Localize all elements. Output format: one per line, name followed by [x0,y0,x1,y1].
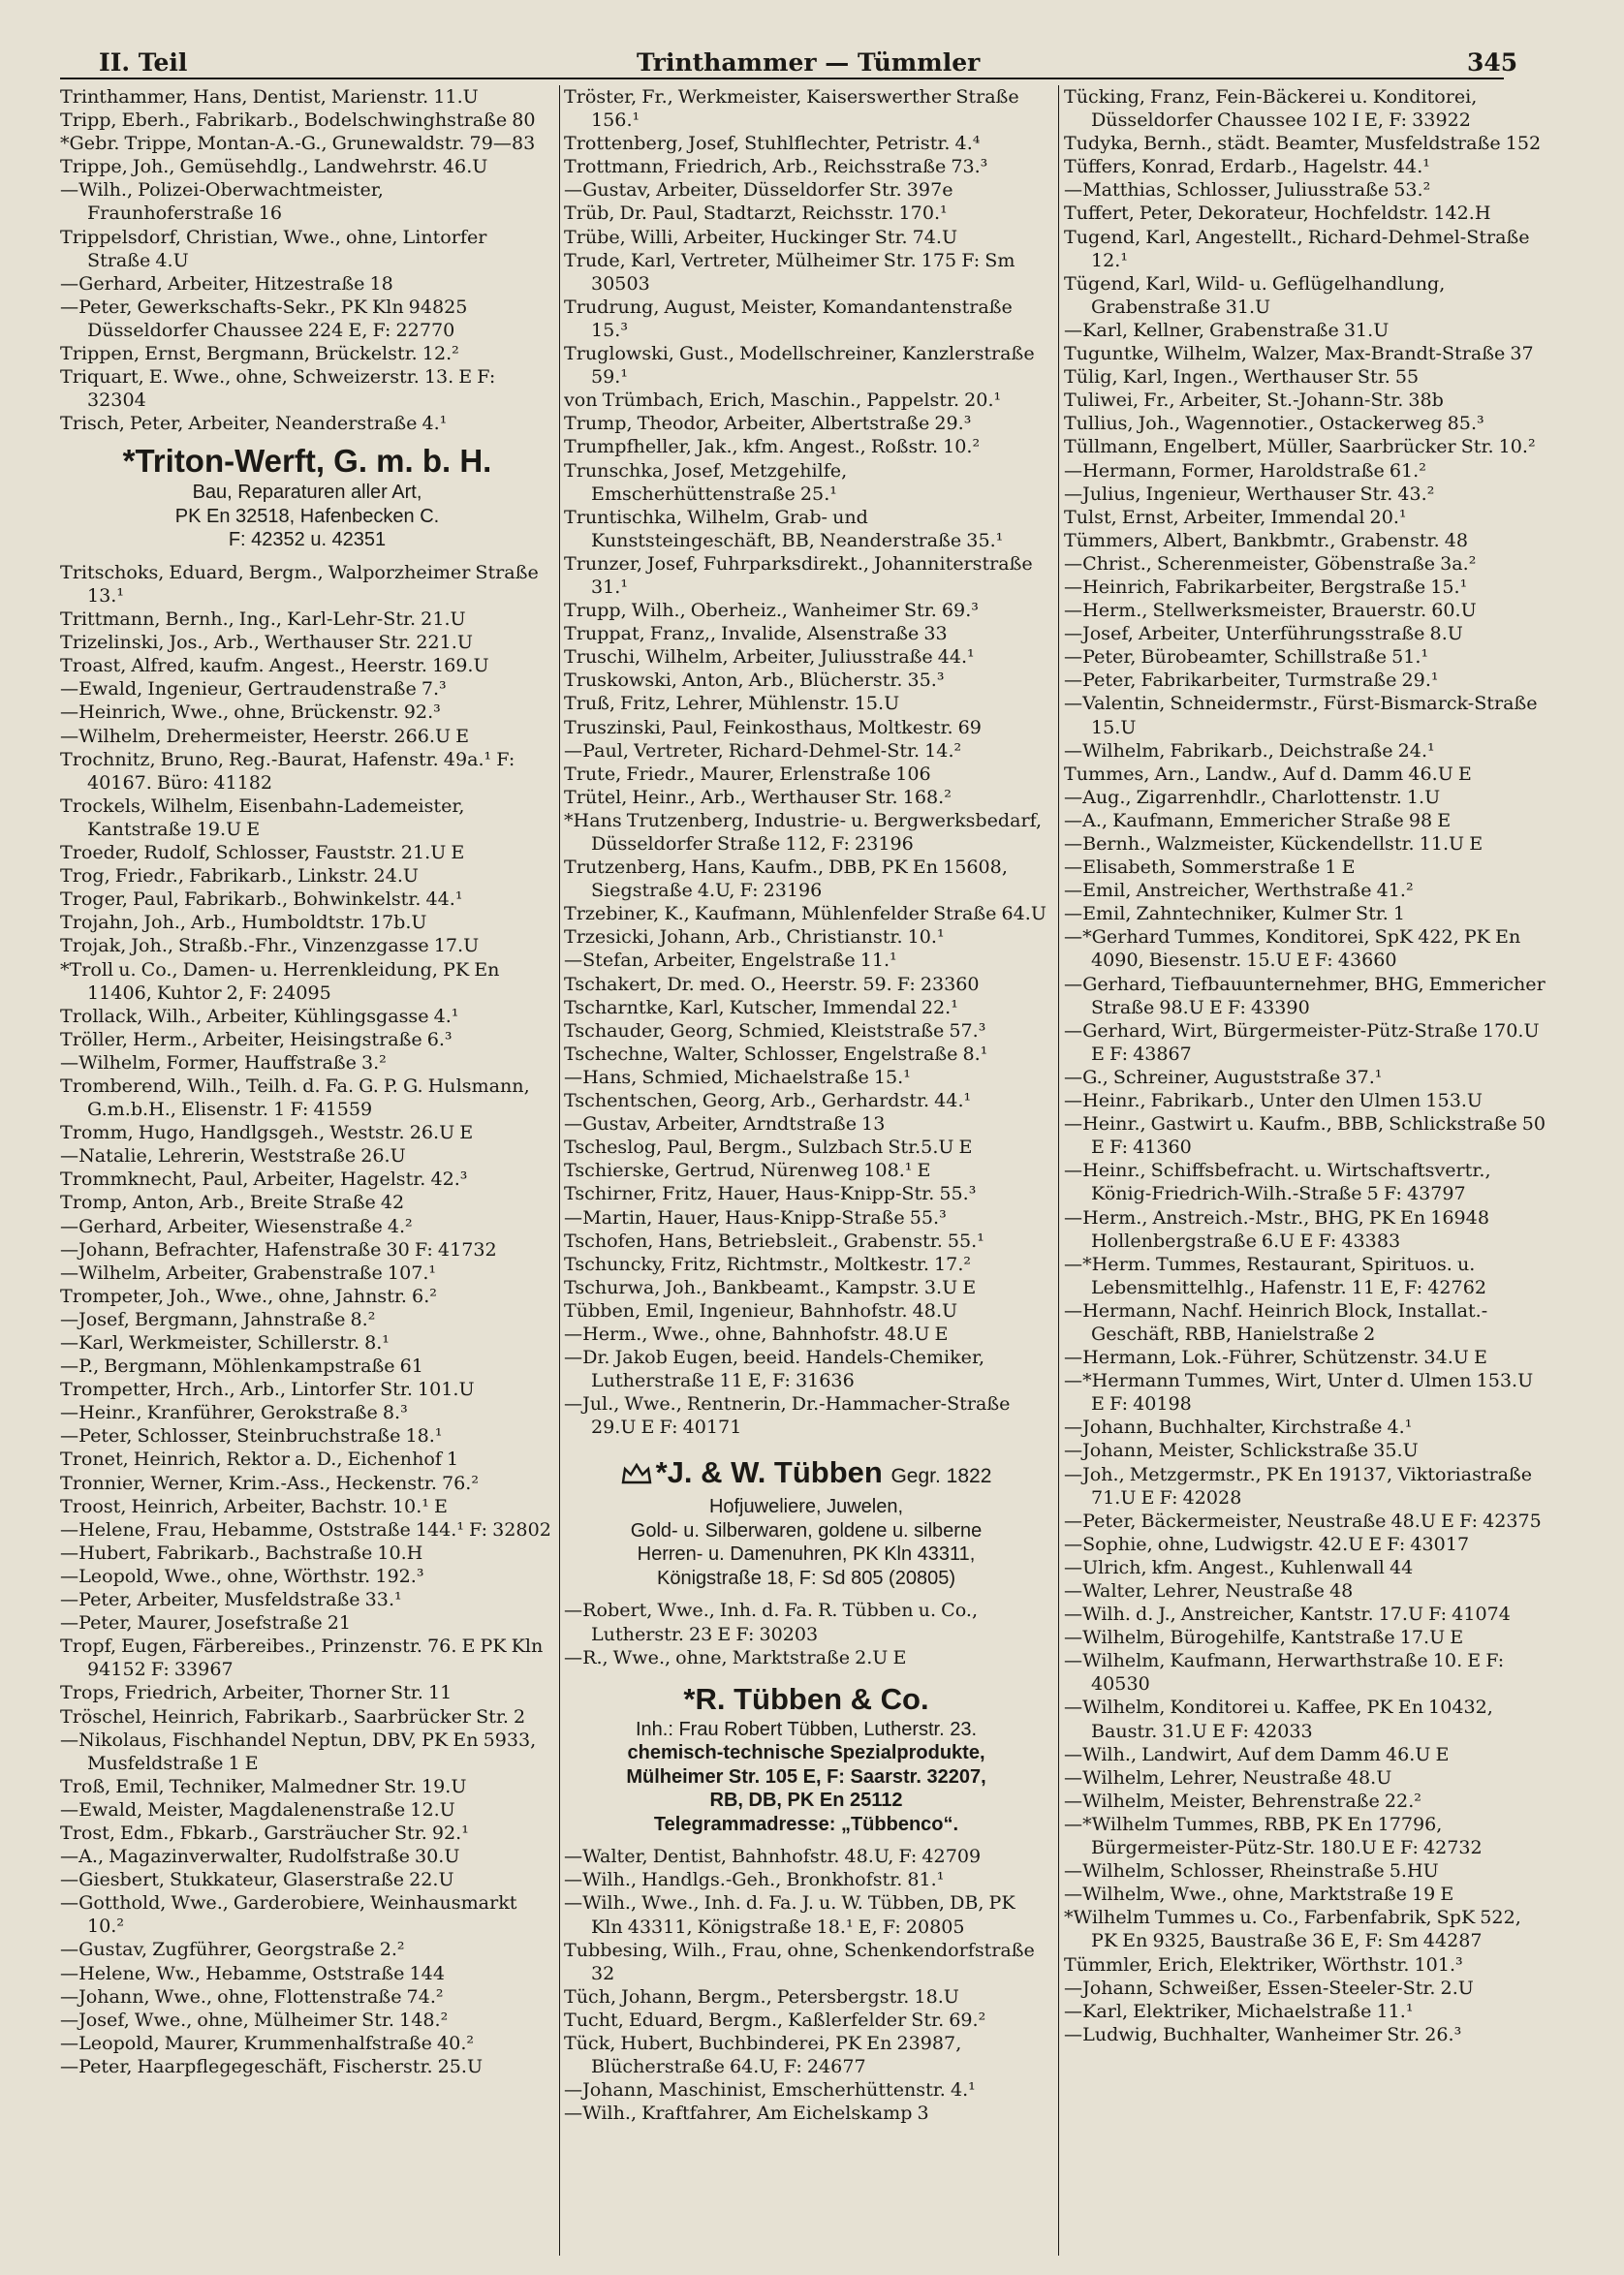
directory-entry: —*Wilhelm Tummes, RBB, PK En 17796, Bürgermeister-Pütz-Str. 180.U E F: 42732 [1064,1812,1483,1859]
ad-line: Gold- u. Silberwaren, goldene u. silberne [630,1519,983,1542]
directory-entry: Trude, Karl, Vertreter, Mülheimer Str. 175 F: Sm 30503 [564,248,1015,295]
directory-entry: Trippelsdorf, Christian, Wwe., ohne, Lintorfer Straße 4.U [60,225,487,271]
directory-entry: Trzesicki, Johann, Arb., Christianstr. 10.¹ [564,925,945,949]
directory-entry: —A., Magazinverwalter, Rudolfstraße 30.U [60,1845,460,1868]
directory-entry: —P., Bergmann, Möhlenkampstraße 61 [60,1355,423,1378]
directory-entry: Truppat, Franz,, Invalide, Alsenstraße 33 [564,622,948,645]
ad-line: F: 42352 u. 42351 [228,529,387,551]
directory-entry: —Bernh., Walzmeister, Kückendellstr. 11.U E [1064,832,1483,855]
directory-entry: Trumpfheller, Jak., kfm. Angest., Roßstr. 10.² [564,435,981,458]
directory-entry: —Peter, Maurer, Josefstraße 21 [60,1611,352,1635]
directory-entry: —A., Kaufmann, Emmericher Straße 98 E [1064,808,1452,831]
directory-entry: Tritschoks, Eduard, Bergm., Walporzheimer Straße 13.¹ [60,560,539,607]
directory-entry: —Peter, Bürobeamter, Schillstraße 51.¹ [1064,645,1429,669]
directory-entry: —Ludwig, Buchhalter, Wanheimer Str. 26.³ [1064,2022,1462,2045]
ad-line: Mülheimer Str. 105 E, F: Saarstr. 32207, [626,1765,986,1788]
entry-list [564,85,1048,1439]
directory-entry: Trump, Theodor, Arbeiter, Albertstraße 29.³ [564,412,972,435]
directory-entry: Tümmers, Albert, Bankbmtr., Grabenstr. 48 [1064,528,1469,551]
directory-entry: —Peter, Haarpflegegeschäft, Fischerstr. 25.U [60,2054,484,2077]
directory-entry: —Ewald, Meister, Magdalenenstraße 12.U [60,1797,455,1821]
directory-entry: —Hubert, Fabrikarb., Bachstraße 10.H [60,1541,423,1564]
directory-entry: Tröller, Herm., Arbeiter, Heisingstraße 6.³ [60,1027,453,1050]
directory-entry: Tummes, Arn., Landw., Auf d. Damm 46.U E [1064,762,1472,785]
directory-entry: —Hans, Schmied, Michaelstraße 15.¹ [564,1065,911,1088]
ad-line: Bau, Reparaturen aller Art, [192,482,422,504]
directory-entry: —Hermann, Former, Haroldstraße 61.² [1064,458,1426,482]
directory-entry: —Johann, Wwe., ohne, Flottenstraße 74.² [60,1984,444,2008]
directory-entry: Tscharntke, Karl, Kutscher, Immendal 22.¹ [564,995,958,1018]
directory-entry: —Wilhelm, Konditorei u. Kaffee, PK En 10432, Baustr. 31.U E F: 42033 [1064,1696,1493,1742]
directory-entry: —Wilhelm, Lehrer, Neustraße 48.U [1064,1765,1392,1789]
directory-entry: —*Gerhard Tummes, Konditorei, SpK 422, PK En 4090, Biesenstr. 15.U E F: 43660 [1064,925,1521,972]
directory-entry: —G., Schreiner, Auguststraße 37.¹ [1064,1065,1383,1088]
directory-entry: Truszinski, Paul, Feinkosthaus, Moltkestr. 69 [564,715,982,738]
directory-entry: —Walter, Dentist, Bahnhofstr. 48.U, F: 42709 [564,1845,982,1868]
column-divider [559,85,560,2256]
directory-entry: —Emil, Anstreicher, Werthstraße 41.² [1064,879,1414,902]
directory-entry: —Wilhelm, Meister, Behrenstraße 22.² [1064,1789,1421,1812]
directory-entry: Troost, Heinrich, Arbeiter, Bachstr. 10.¹ E [60,1494,448,1517]
directory-entry: Troast, Alfred, kaufm. Angest., Heerstr. 169.U [60,654,489,677]
directory-entry: Tümmler, Erich, Elektriker, Wörthstr. 101.³ [1064,1952,1463,1976]
directory-entry: —Hermann, Lok.-Führer, Schützenstr. 34.U E [1064,1346,1487,1369]
ad-line: chemisch-technische Spezialprodukte, [627,1742,985,1764]
directory-entry: —Heinr., Kranführer, Gerokstraße 8.³ [60,1401,408,1424]
directory-entry: Trojak, Joh., Straßb.-Fhr., Vinzenzgasse 17.U [60,934,480,957]
directory-entry: —Josef, Bergmann, Jahnstraße 8.² [60,1307,376,1330]
triton-werft-ad [60,442,554,552]
directory-entry: von Trümbach, Erich, Maschin., Pappelstr. 20.¹ [564,389,1002,412]
page-number: 345 [1467,48,1518,77]
directory-entry: Tulst, Ernst, Arbeiter, Immendal 20.¹ [1064,505,1407,528]
directory-entry: —Gerhard, Tiefbauunternehmer, BHG, Emmericher Straße 98.U E F: 43390 [1064,972,1546,1018]
directory-entry: Triquart, E. Wwe., ohne, Schweizerstr. 13. E F: 32304 [60,365,496,412]
entry-list [60,561,554,2078]
directory-entry: —Gerhard, Wirt, Bürgermeister-Pütz-Straße 170.U E F: 43867 [1064,1018,1540,1065]
directory-entry: Trute, Friedr., Maurer, Erlenstraße 106 [564,762,931,785]
directory-entry: —Josef, Wwe., ohne, Mülheimer Str. 148.² [60,2008,449,2031]
directory-entry: Trunzer, Josef, Fuhrparksdirekt., Johanniterstraße 31.¹ [564,551,1033,598]
directory-entry: —Joh., Metzgermstr., PK En 19137, Viktoriastraße 71.U E F: 42028 [1064,1462,1533,1509]
directory-entry: —Gerhard, Arbeiter, Wiesenstraße 4.² [60,1214,413,1237]
directory-entry: —Peter, Arbeiter, Musfeldstraße 33.¹ [60,1588,402,1611]
directory-entry: Trütel, Heinr., Arb., Werthauser Str. 168.² [564,785,952,808]
directory-entry: Trzebiner, K., Kaufmann, Mühlenfelder Straße 64.U [564,902,1046,925]
directory-entry: —Martin, Hauer, Haus-Knipp-Straße 55.³ [564,1205,947,1229]
section-label: II. Teil [99,48,188,77]
directory-entry: Tübben, Emil, Ingenieur, Bahnhofstr. 48.U [564,1298,958,1322]
directory-entry: —Gerhard, Arbeiter, Hitzestraße 18 [60,271,393,295]
directory-entry: —Robert, Wwe., Inh. d. Fa. R. Tübben u. Co., Lutherstr. 23 E F: 30203 [564,1599,979,1645]
column-3 [1064,85,1548,2260]
directory-entry: Tschurwa, Joh., Bankbeamt., Kampstr. 3.U E [564,1275,977,1298]
directory-entry: —Leopold, Wwe., ohne, Wörthstr. 192.³ [60,1564,424,1587]
directory-entry: Tschirner, Fritz, Hauer, Haus-Knipp-Str. 55.³ [564,1182,977,1205]
directory-entry: —Giesbert, Stukkateur, Glaserstraße 22.U [60,1868,454,1891]
header-rule [60,78,1504,79]
directory-entry: *Wilhelm Tummes u. Co., Farbenfabrik, SpK 522, PK En 9325, Baustraße 36 E, F: Sm 44287 [1064,1906,1521,1952]
directory-entry: Tüch, Johann, Bergm., Petersbergstr. 18.U [564,1984,959,2008]
directory-entry: —Leopold, Maurer, Krummenhalfstraße 40.² [60,2031,475,2054]
directory-entry: Truschi, Wilhelm, Arbeiter, Juliusstraße 44.¹ [564,645,975,669]
directory-entry: Tuliwei, Fr., Arbeiter, St.-Johann-Str. 38b [1064,389,1444,412]
directory-entry: Troß, Emil, Techniker, Malmedner Str. 19.U [60,1774,467,1797]
ad-title: *R. Tübben & Co. [683,1681,929,1716]
directory-entry: Trinthammer, Hans, Dentist, Marienstr. 11.U [60,85,479,108]
directory-entry: —Johann, Maschinist, Emscherhüttenstr. 4.¹ [564,2078,976,2102]
directory-entry: Tromberend, Wilh., Teilh. d. Fa. G. P. G. Hulsmann, G.m.b.H., Elisenstr. 1 F: 41559 [60,1074,530,1121]
directory-entry: —Gustav, Zugführer, Georgstraße 2.² [60,1938,405,1961]
directory-entry: *Gebr. Trippe, Montan-A.-G., Grunewaldstr. 79—83 [60,132,536,155]
directory-entry: Tücking, Franz, Fein-Bäckerei u. Konditorei, Düsseldorfer Chaussee 102 I E, F: 33922 [1064,85,1478,132]
directory-entry: —Ulrich, kfm. Angest., Kuhlenwall 44 [1064,1555,1414,1578]
directory-entry: —Helene, Frau, Hebamme, Oststraße 144.¹ F: 32802 [60,1517,551,1541]
ad-line: Königstraße 18, F: Sd 805 (20805) [657,1567,955,1589]
directory-entry: Tschierske, Gertrud, Nürenweg 108.¹ E [564,1159,931,1182]
ad-founded: Gegr. 1822 [890,1465,992,1488]
directory-entry: Tschuncky, Fritz, Richtmstr., Moltkestr. 17.² [564,1252,972,1275]
page-header [60,48,1518,78]
directory-entry: —Heinr., Gastwirt u. Kaufm., BBB, Schlickstraße 50 E F: 41360 [1064,1112,1546,1159]
directory-entry: *Troll u. Co., Damen- u. Herrenkleidung, PK En 11406, Kuhtor 2, F: 24095 [60,957,500,1004]
directory-entry: Tuffert, Peter, Dekorateur, Hochfeldstr. 142.H [1064,202,1491,225]
directory-entry: —Josef, Arbeiter, Unterführungsstraße 8.U [1064,622,1463,645]
directory-entry: —Heinrich, Fabrikarbeiter, Bergstraße 15.¹ [1064,575,1468,598]
ad-line: Herren- u. Damenuhren, PK Kln 43311, [637,1543,976,1566]
directory-entry: —Peter, Bäckermeister, Neustraße 48.U E F: 42375 [1064,1509,1542,1532]
directory-entry: —Karl, Elektriker, Michaelstraße 11.¹ [1064,1999,1414,2022]
directory-entry: Tugend, Karl, Angestellt., Richard-Dehmel-Straße 12.¹ [1064,225,1530,271]
directory-entry: Tschakert, Dr. med. O., Heerstr. 59. F: 23360 [564,972,980,995]
directory-entry: —*Hermann Tummes, Wirt, Unter d. Ulmen 153.U E F: 40198 [1064,1369,1534,1416]
directory-entry: —Herm., Anstreich.-Mstr., BHG, PK En 16948 Hollenbergstraße 6.U E F: 43383 [1064,1205,1489,1252]
directory-entry: Trockels, Wilhelm, Eisenbahn-Lademeister, Kantstraße 19.U E [60,794,465,840]
directory-entry: Tuguntke, Wilhelm, Walzer, Max-Brandt-Straße 37 [1064,342,1534,365]
entry-list [1064,85,1548,2046]
directory-entry: —Johann, Meister, Schlickstraße 35.U [1064,1439,1419,1462]
directory-entry: Tüffers, Konrad, Erdarb., Hagelstr. 44.¹ [1064,155,1430,178]
ad-title: *J. & W. Tübben Gegr. 1822 [564,1454,1048,1495]
directory-entry: —Helene, Ww., Hebamme, Oststraße 144 [60,1961,445,1984]
directory-entry: —Wilh., Handlgs.-Geh., Bronkhofstr. 81.¹ [564,1868,945,1891]
tuebben-co-ad [564,1681,1048,1837]
directory-entry: Trottenberg, Josef, Stuhlflechter, Petristr. 4.⁴ [564,132,981,155]
directory-entry: —Wilh., Kraftfahrer, Am Eichelskamp 3 [564,2102,929,2125]
directory-entry: —Elisabeth, Sommerstraße 1 E [1064,856,1356,879]
directory-entry: Tromm, Hugo, Handlgsgeh., Weststr. 26.U E [60,1121,474,1144]
directory-entry: —Emil, Zahntechniker, Kulmer Str. 1 [1064,902,1406,925]
column-divider [1058,85,1059,2256]
directory-entry: —Wilhelm, Former, Hauffstraße 3.² [60,1050,387,1074]
directory-entry: Tschofen, Hans, Betriebsleit., Grabenstr. 55.¹ [564,1229,984,1252]
directory-entry: —Jul., Wwe., Rentnerin, Dr.-Hammacher-Straße 29.U E F: 40171 [564,1392,1011,1439]
directory-entry: Trunschka, Josef, Metzgehilfe, Emscherhüttenstraße 25.¹ [564,458,848,505]
directory-entry: —Stefan, Arbeiter, Engelstraße 11.¹ [564,949,897,972]
directory-entry: —Aug., Zigarrenhdlr., Charlottenstr. 1.U [1064,785,1441,808]
directory-entry: —Johann, Befrachter, Hafenstraße 30 F: 41732 [60,1237,497,1261]
directory-entry: —Herm., Wwe., ohne, Bahnhofstr. 48.U E [564,1322,949,1345]
ad-line: Inh.: Frau Robert Tübben, Lutherstr. 23. [635,1718,978,1740]
directory-entry: —Wilhelm, Fabrikarb., Deichstraße 24.¹ [1064,738,1435,762]
directory-entry: —Julius, Ingenieur, Werthauser Str. 43.² [1064,482,1435,505]
directory-entry: —Wilhelm, Kaufmann, Herwarthstraße 10. E F: 40530 [1064,1649,1505,1696]
directory-entry: Tügend, Karl, Wild- u. Geflügelhandlung, Grabenstraße 31.U [1064,271,1446,318]
directory-entry: —Wilhelm, Arbeiter, Grabenstraße 107.¹ [60,1261,437,1284]
directory-entry: —Heinrich, Wwe., ohne, Brückenstr. 92.³ [60,701,441,724]
directory-entry: Trommknecht, Paul, Arbeiter, Hagelstr. 42.³ [60,1168,468,1191]
directory-entry: —Wilh., Polizei-Oberwachtmeister, Fraunhoferstraße 16 [60,178,384,225]
directory-entry: Tucht, Eduard, Bergm., Kaßlerfelder Str. 69.² [564,2008,986,2031]
directory-entry: Trupp, Wilh., Oberheiz., Wanheimer Str. 69.³ [564,599,979,622]
directory-entry: —Ewald, Ingenieur, Gertraudenstraße 7.³ [60,677,447,701]
directory-entry: Troeder, Rudolf, Schlosser, Fauststr. 21.U E [60,841,465,864]
directory-entry: —Gotthold, Wwe., Garderobiere, Weinhausmarkt 10.² [60,1891,517,1938]
directory-entry: Truntischka, Wilhelm, Grab- und Kunststeingeschäft, BB, Neanderstraße 35.¹ [564,505,1004,551]
directory-entry: —Gustav, Arbeiter, Arndtstraße 13 [564,1112,886,1136]
directory-entry: Trüb, Dr. Paul, Stadtarzt, Reichsstr. 170.¹ [564,202,948,225]
directory-entry: —R., Wwe., ohne, Marktstraße 2.U E [564,1645,907,1668]
directory-entry: Tülig, Karl, Ingen., Werthauser Str. 55 [1064,365,1420,389]
directory-entry: Trisch, Peter, Arbeiter, Neanderstraße 4.¹ [60,412,448,435]
directory-entry: Tschechne, Walter, Schlosser, Engelstraße 8.¹ [564,1042,988,1065]
directory-entry: Tromp, Anton, Arb., Breite Straße 42 [60,1191,405,1214]
directory-entry: Tullius, Joh., Wagennotier., Ostackerweg 85.³ [1064,412,1484,435]
directory-entry: Tripp, Eberh., Fabrikarb., Bodelschwinghstraße 80 [60,109,536,132]
directory-entry: —Gustav, Arbeiter, Düsseldorfer Str. 397e [564,178,953,202]
directory-entry: Tröschel, Heinrich, Fabrikarb., Saarbrücker Str. 2 [60,1704,526,1728]
directory-entry: —Nikolaus, Fischhandel Neptun, DBV, PK En 5933, Musfeldstraße 1 E [60,1728,537,1774]
directory-entry: —Christ., Scherenmeister, Göbenstraße 3a.² [1064,551,1477,575]
directory-entry: —Dr. Jakob Eugen, beeid. Handels-Chemiker, Lutherstraße 11 E, F: 31636 [564,1346,985,1392]
directory-entry: Tropf, Eugen, Färbereibes., Prinzenstr. 76. E PK Kln 94152 F: 33967 [60,1635,544,1681]
page-range: Trinthammer — Tümmler [637,48,981,77]
entry-list [60,85,554,435]
directory-entry: Trollack, Wilh., Arbeiter, Kühlingsgasse 4.¹ [60,1004,459,1027]
directory-entry: Tronnier, Werner, Krim.-Ass., Heckenstr. 76.² [60,1471,479,1494]
crown-icon [621,1463,652,1484]
column-2 [564,85,1048,2260]
directory-entry: —Sophie, ohne, Ludwigstr. 42.U E F: 43017 [1064,1532,1470,1555]
directory-entry: —Peter, Gewerkschafts-Sekr., PK Kln 94825 Düsseldorfer Chaussee 224 E, F: 22770 [60,295,468,341]
ad-line: RB, DB, PK En 25112 [709,1790,903,1812]
directory-entry: Trippe, Joh., Gemüsehdlg., Landwehrstr. 46.U [60,155,488,178]
directory-entry: Trübe, Willi, Arbeiter, Huckinger Str. 74.U [564,225,958,248]
directory-entry: *Hans Trutzenberg, Industrie- u. Bergwerksbedarf, Düsseldorfer Straße 112, F: 23196 [564,808,1043,855]
ad-line: PK En 32518, Hafenbecken C. [174,505,440,527]
directory-entry: —Valentin, Schneidermstr., Fürst-Bismarck-Straße 15.U [1064,692,1538,738]
directory-entry: —Karl, Kellner, Grabenstraße 31.U [1064,318,1390,341]
directory-entry: Trippen, Ernst, Bergmann, Brückelstr. 12.² [60,342,459,365]
directory-entry: Tschauder, Georg, Schmied, Kleiststraße 57.³ [564,1018,986,1042]
directory-entry: Tüllmann, Engelbert, Müller, Saarbrücker Str. 10.² [1064,435,1536,458]
directory-entry: Trottmann, Friedrich, Arb., Reichsstraße 73.³ [564,155,988,178]
directory-entry: Truß, Fritz, Lehrer, Mühlenstr. 15.U [564,692,900,715]
directory-entry: Troger, Paul, Fabrikarb., Bohwinkelstr. 44.¹ [60,888,463,911]
ad-title: *Triton-Werft, G. m. b. H. [122,443,492,480]
directory-entry: —Wilh., Wwe., Inh. d. Fa. J. u. W. Tübben, DB, PK Kln 43311, Königstraße 18.¹ E, F: 20805 [564,1891,1015,1938]
directory-entry: —Matthias, Schlosser, Juliusstraße 53.² [1064,178,1431,202]
directory-entry: —Wilhelm, Bürogehilfe, Kantstraße 17.U E [1064,1626,1464,1649]
directory-entry: Tudyka, Bernh., städt. Beamter, Musfeldstraße 152 [1064,132,1542,155]
tuebben-jeweler-ad [564,1454,1048,1590]
directory-entry: Tschentschen, Georg, Arb., Gerhardstr. 44.¹ [564,1089,972,1112]
directory-entry: —Peter, Fabrikarbeiter, Turmstraße 29.¹ [1064,669,1439,692]
directory-entry: Trojahn, Joh., Arb., Humboldtstr. 17b.U [60,911,427,934]
directory-entry: Trompeter, Joh., Wwe., ohne, Jahnstr. 6.² [60,1284,437,1307]
directory-entry: Truglowski, Gust., Modellschreiner, Kanzlerstraße 59.¹ [564,342,1035,389]
directory-entry: —Wilhelm, Drehermeister, Heerstr. 266.U E [60,724,470,747]
directory-entry: —Wilhelm, Schlosser, Rheinstraße 5.HU [1064,1859,1439,1883]
directory-entry: —Wilhelm, Wwe., ohne, Marktstraße 19 E [1064,1883,1454,1906]
directory-entry: —Wilh. d. J., Anstreicher, Kantstr. 17.U F: 41074 [1064,1603,1511,1626]
entry-list [564,1845,1048,2125]
directory-entry: Trutzenberg, Hans, Kaufm., DBB, PK En 15608, Siegstraße 4.U, F: 23196 [564,856,1008,902]
directory-entry: —Peter, Schlosser, Steinbruchstraße 18.¹ [60,1424,443,1448]
directory-entry: —*Herm. Tummes, Restaurant, Spirituos. u. Lebensmittelhlg., Hafenstr. 11 E, F: 42762 [1064,1252,1486,1298]
directory-entry: —Walter, Lehrer, Neustraße 48 [1064,1579,1354,1602]
directory-entry: —Paul, Vertreter, Richard-Dehmel-Str. 14.² [564,738,962,762]
directory-entry: Tück, Hubert, Buchbinderei, PK En 23987, Blücherstraße 64.U, F: 24677 [564,2031,962,2078]
directory-entry: Trops, Friedrich, Arbeiter, Thorner Str. 11 [60,1681,453,1704]
entry-list [564,1599,1048,1668]
directory-entry: —Wilh., Landwirt, Auf dem Damm 46.U E [1064,1742,1450,1765]
directory-entry: Trittmann, Bernh., Ing., Karl-Lehr-Str. 21.U [60,608,466,631]
directory-entry: Trompetter, Hrch., Arb., Lintorfer Str. 101.U [60,1378,475,1401]
directory-entry: Trost, Edm., Fbkarb., Garsträucher Str. 92.¹ [60,1821,469,1844]
directory-entry: —Heinr., Fabrikarb., Unter den Ulmen 153.U [1064,1089,1483,1112]
directory-entry: Tröster, Fr., Werkmeister, Kaiserswerther Straße 156.¹ [564,85,1019,132]
directory-entry: —Johann, Buchhalter, Kirchstraße 4.¹ [1064,1416,1413,1439]
directory-entry: —Natalie, Lehrerin, Weststraße 26.U [60,1144,406,1168]
directory-entry: Tubbesing, Wilh., Frau, ohne, Schenkendorfstraße 32 [564,1938,1035,1984]
ad-line: Telegrammadresse: „Tübbenco“. [653,1813,959,1835]
directory-entry: Truskowski, Anton, Arb., Blücherstr. 35.³ [564,669,945,692]
directory-entry: —Hermann, Nachf. Heinrich Block, Installat.-Geschäft, RBB, Hanielstraße 2 [1064,1298,1488,1345]
ad-line: Hofjuweliere, Juwelen, [708,1496,904,1518]
directory-entry: Tronet, Heinrich, Rektor a. D., Eichenhof 1 [60,1448,459,1471]
directory-entry: —Karl, Werkmeister, Schillerstr. 8.¹ [60,1331,390,1354]
directory-entry: Trudrung, August, Meister, Komandantenstraße 15.³ [564,295,1013,341]
column-1 [60,85,554,2260]
directory-entry: —Heinr., Schiffsbefracht. u. Wirtschaftsvertr., König-Friedrich-Wilh.-Straße 5 F: 43797 [1064,1159,1491,1205]
directory-entry: Trog, Friedr., Fabrikarb., Linkstr. 24.U [60,864,420,888]
directory-entry: Trizelinski, Jos., Arb., Werthauser Str. 221.U [60,631,473,654]
directory-entry: Tscheslog, Paul, Bergm., Sulzbach Str.5.U E [564,1136,973,1159]
directory-entry: —Johann, Schweißer, Essen-Steeler-Str. 2.U [1064,1976,1474,1999]
directory-entry: —Herm., Stellwerksmeister, Brauerstr. 60.U [1064,599,1477,622]
directory-entry: Trochnitz, Bruno, Reg.-Baurat, Hafenstr. 49a.¹ F: 40167. Büro: 41182 [60,747,515,794]
